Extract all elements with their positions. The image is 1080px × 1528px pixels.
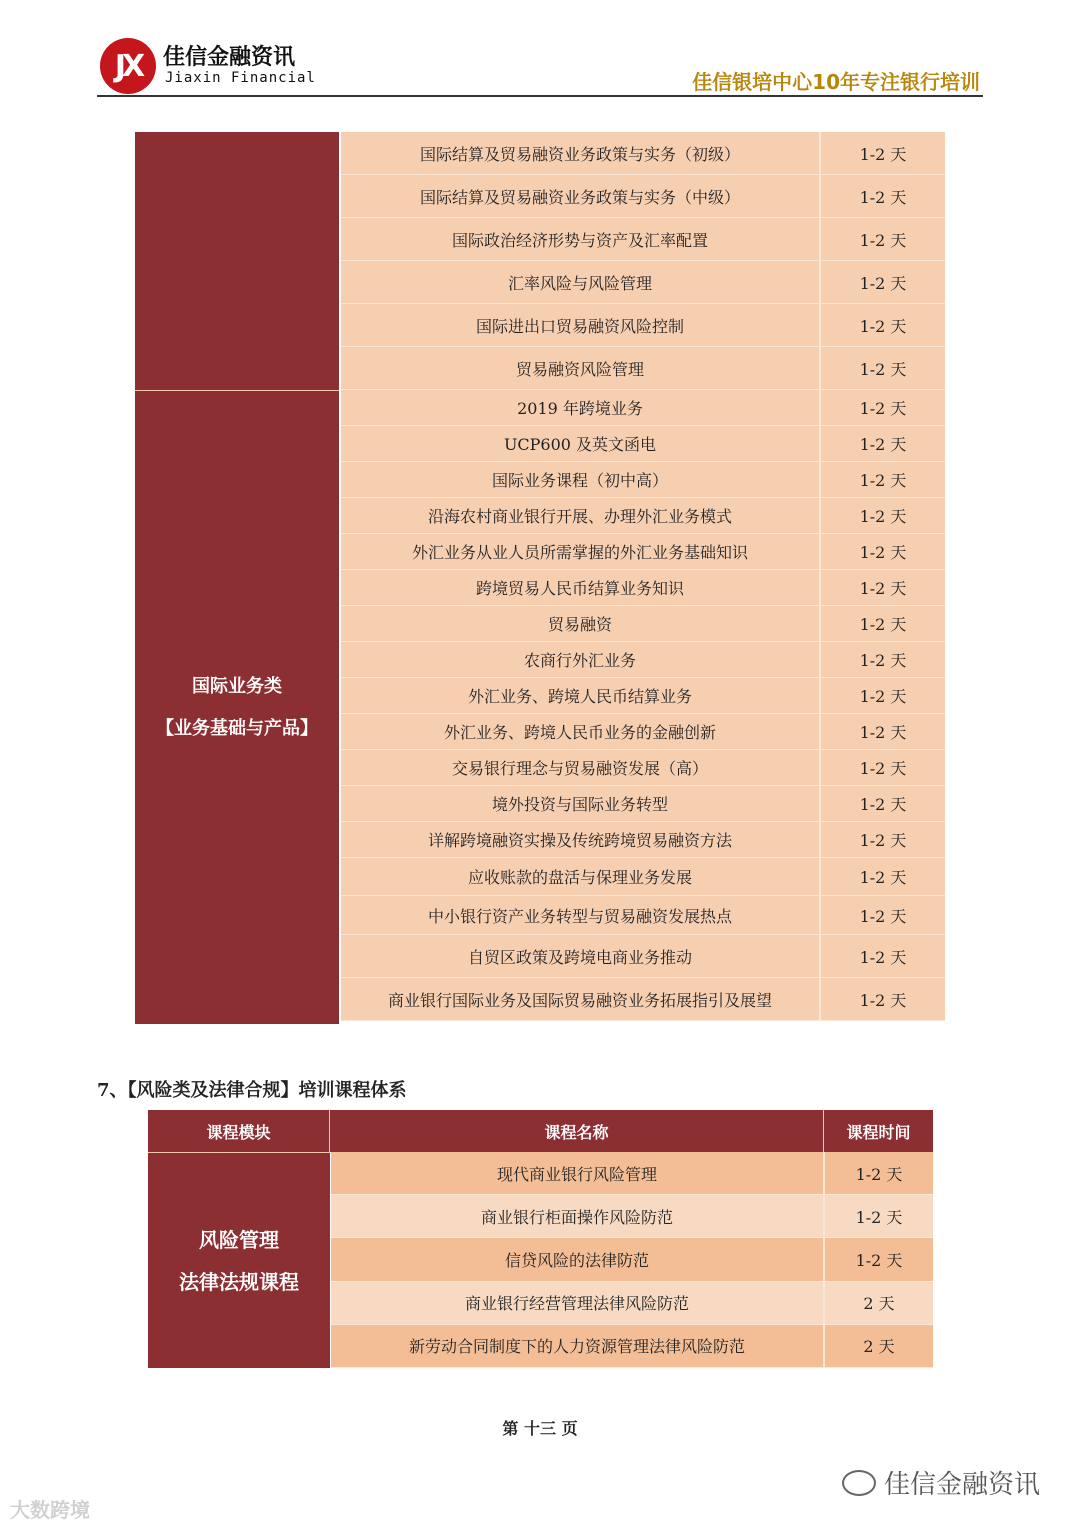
table-row bbox=[341, 642, 945, 678]
course-time: 1-2 天 bbox=[859, 868, 907, 887]
table-row bbox=[331, 1195, 933, 1238]
wechat-icon bbox=[842, 1470, 876, 1496]
table-row bbox=[341, 534, 945, 570]
course-time: 1-2 天 bbox=[859, 723, 907, 742]
course-name: 贸易融资 bbox=[341, 606, 821, 641]
table-row bbox=[341, 750, 945, 786]
course-time: 1-2 天 bbox=[859, 144, 907, 164]
company-name-en: Jiaxin Financial bbox=[165, 70, 316, 86]
course-name: 交易银行理念与贸易融资发展（高） bbox=[341, 750, 821, 785]
course-name: 汇率风险与风险管理 bbox=[341, 261, 821, 303]
header-divider bbox=[97, 95, 983, 97]
course-name: 详解跨境融资实操及传统跨境贸易融资方法 bbox=[341, 822, 821, 857]
course-time: 1-2 天 bbox=[855, 1250, 903, 1270]
table-row bbox=[341, 175, 945, 218]
international-business-table bbox=[135, 132, 945, 1024]
course-name: 沿海农村商业银行开展、办理外汇业务模式 bbox=[341, 498, 821, 533]
table-row bbox=[341, 218, 945, 261]
course-time: 1-2 天 bbox=[859, 990, 907, 1010]
course-time: 1-2 天 bbox=[859, 273, 907, 293]
course-name: 农商行外汇业务 bbox=[341, 642, 821, 677]
table-row bbox=[341, 426, 945, 462]
course-time: 1-2 天 bbox=[859, 906, 907, 926]
course-time: 1-2 天 bbox=[859, 316, 907, 336]
course-time: 1-2 天 bbox=[859, 579, 907, 598]
course-name: 外汇业务从业人员所需掌握的外汇业务基础知识 bbox=[341, 534, 821, 569]
table-row bbox=[341, 896, 945, 935]
company-name-cn: 佳信金融资讯 bbox=[163, 45, 296, 70]
table-row bbox=[341, 858, 945, 896]
course-time: 1-2 天 bbox=[855, 1207, 903, 1227]
table-row bbox=[331, 1325, 933, 1368]
course-time: 1-2 天 bbox=[859, 687, 907, 706]
risk-legal-table bbox=[148, 1110, 933, 1368]
table-row bbox=[341, 714, 945, 750]
course-name: 信贷风险的法律防范 bbox=[331, 1238, 825, 1280]
course-name: 跨境贸易人民币结算业务知识 bbox=[341, 570, 821, 605]
course-time: 1-2 天 bbox=[859, 230, 907, 250]
course-time: 1-2 天 bbox=[859, 831, 907, 850]
course-name: 国际结算及贸易融资业务政策与实务（初级） bbox=[341, 132, 821, 174]
category-cell bbox=[135, 390, 339, 1024]
watermark-right bbox=[842, 1464, 1040, 1501]
watermark-text: 佳信金融资讯 bbox=[883, 1470, 1040, 1500]
section-title: 7、【风险类及法律合规】培训课程体系 bbox=[97, 1080, 407, 1101]
course-name: 商业银行经营管理法律风险防范 bbox=[331, 1282, 825, 1324]
watermark-left: 大数跨境 bbox=[10, 1498, 90, 1522]
table-row bbox=[341, 261, 945, 304]
category-label: 国际业务类 bbox=[192, 676, 282, 697]
table-header bbox=[148, 1110, 933, 1152]
category-cell bbox=[148, 1152, 330, 1368]
course-name: 应收账款的盘活与保理业务发展 bbox=[341, 858, 821, 895]
course-name: 新劳动合同制度下的人力资源管理法律风险防范 bbox=[331, 1325, 825, 1367]
course-time: 1-2 天 bbox=[859, 399, 907, 418]
company-logo: JX bbox=[100, 38, 156, 94]
table-row bbox=[341, 462, 945, 498]
course-name: 境外投资与国际业务转型 bbox=[341, 786, 821, 821]
table-row bbox=[341, 390, 945, 426]
course-time: 1-2 天 bbox=[859, 543, 907, 562]
course-time: 1-2 天 bbox=[859, 435, 907, 454]
course-time: 1-2 天 bbox=[859, 651, 907, 670]
course-rows bbox=[331, 1152, 933, 1368]
course-time: 1-2 天 bbox=[859, 615, 907, 634]
course-time: 1-2 天 bbox=[859, 471, 907, 490]
course-name: 现代商业银行风险管理 bbox=[331, 1152, 825, 1194]
category-sublabel: 【业务基础与产品】 bbox=[156, 718, 318, 739]
course-name: 国际政治经济形势与资产及汇率配置 bbox=[341, 218, 821, 260]
table-row bbox=[341, 978, 945, 1021]
course-time: 1-2 天 bbox=[855, 1164, 903, 1184]
header-course-time: 课程时间 bbox=[846, 1122, 911, 1142]
table-row bbox=[341, 678, 945, 714]
table-row bbox=[341, 498, 945, 534]
course-name: 商业银行国际业务及国际贸易融资业务拓展指引及展望 bbox=[341, 978, 821, 1020]
header-course-name: 课程名称 bbox=[330, 1110, 824, 1152]
course-name: 商业银行柜面操作风险防范 bbox=[331, 1195, 825, 1237]
course-name: 国际进出口贸易融资风险控制 bbox=[341, 304, 821, 346]
course-name: 中小银行资产业务转型与贸易融资发展热点 bbox=[341, 896, 821, 934]
header-module: 课程模块 bbox=[148, 1110, 330, 1152]
table-row bbox=[341, 786, 945, 822]
category-cell-upper bbox=[135, 132, 339, 390]
table-row bbox=[341, 132, 945, 175]
course-time: 1-2 天 bbox=[859, 947, 907, 967]
table-row bbox=[341, 935, 945, 978]
category-label: 风险管理 bbox=[199, 1227, 279, 1252]
course-name: 2019 年跨境业务 bbox=[341, 390, 821, 425]
course-name: 国际结算及贸易融资业务政策与实务（中级） bbox=[341, 175, 821, 217]
table-row bbox=[341, 606, 945, 642]
course-rows bbox=[341, 132, 945, 1024]
course-time: 1-2 天 bbox=[859, 759, 907, 778]
course-time: 1-2 天 bbox=[859, 359, 907, 379]
course-name: 外汇业务、跨境人民币结算业务 bbox=[341, 678, 821, 713]
course-name: 国际业务课程（初中高） bbox=[341, 462, 821, 497]
table-row bbox=[331, 1238, 933, 1281]
table-row bbox=[341, 347, 945, 390]
table-row bbox=[341, 822, 945, 858]
course-name: 自贸区政策及跨境电商业务推动 bbox=[341, 935, 821, 977]
header-slogan: 佳信银培中心10年专注银行培训 bbox=[692, 70, 980, 94]
page-number: 第 十三 页 bbox=[502, 1419, 578, 1438]
table-row bbox=[331, 1152, 933, 1195]
course-time: 1-2 天 bbox=[859, 187, 907, 207]
course-time: 2 天 bbox=[863, 1337, 895, 1357]
course-name: UCP600 及英文函电 bbox=[341, 426, 821, 461]
course-time: 1-2 天 bbox=[859, 795, 907, 814]
table-row bbox=[331, 1282, 933, 1325]
category-sublabel: 法律法规课程 bbox=[179, 1269, 299, 1294]
table-row bbox=[341, 304, 945, 347]
course-name: 贸易融资风险管理 bbox=[341, 347, 821, 389]
table-row bbox=[341, 570, 945, 606]
course-name: 外汇业务、跨境人民币业务的金融创新 bbox=[341, 714, 821, 749]
course-time: 2 天 bbox=[863, 1294, 895, 1314]
course-time: 1-2 天 bbox=[859, 507, 907, 526]
